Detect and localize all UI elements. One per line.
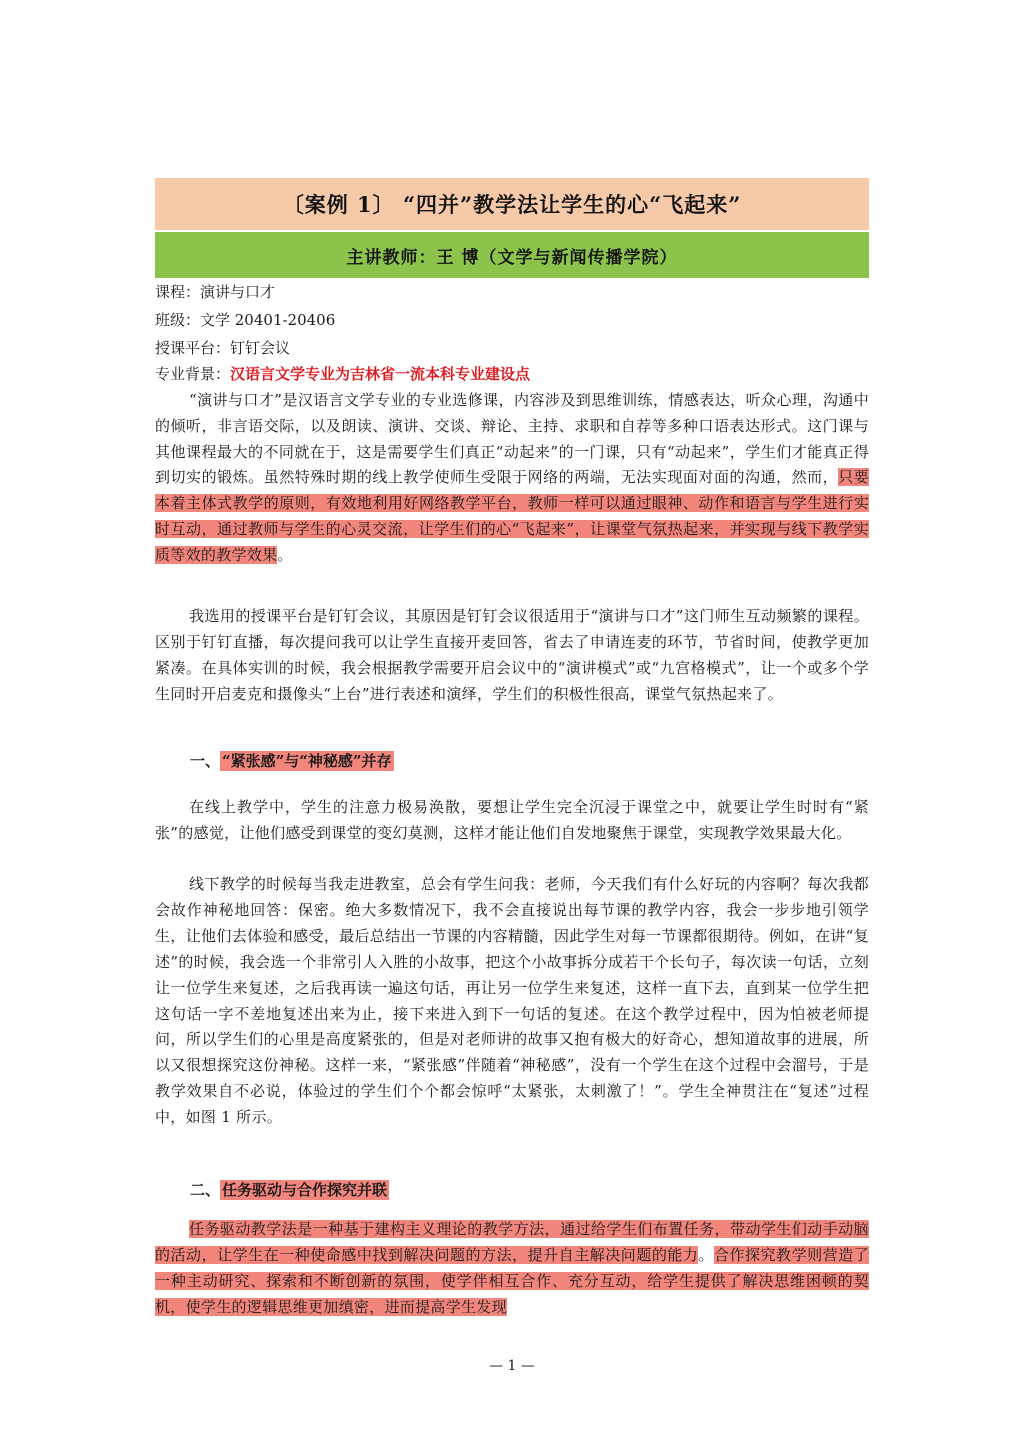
platform-line: 授课平台：钉钉会议: [155, 339, 291, 357]
section-2-paragraph-1: [155, 1216, 869, 1320]
lecturer-line: 主讲教师：王 博（文学与新闻传播学院）: [346, 247, 678, 268]
class-line: 班级：文学 20401-20406: [155, 311, 336, 329]
background-label: 专业背景：: [155, 365, 231, 383]
section-2-heading: [190, 1179, 389, 1201]
section-1-heading: [190, 750, 394, 772]
section-1-paragraph-2: 线下教学的时候每当我走进教室，总会有学生问我：老师，今天我们有什么好玩的内容啊？每次我都会故作神秘地回答：保密。绝大多数情况下，我不会直接说出每节课的教学内容，我会一步步地引领学生，让他们去体验和感受，最后总结出一节课的内容精髓，因此学生对每一节课都很期待。例如，在讲“复述”的时候，我会选一个非常引人入胜的小故事，把这个小故事拆分成若干个长句子，每次读一句话，立刻让一位学生来复述，之后我再读一遍这句话，再让另一位学生来复述，这样一直下去，直到某一位学生把这句话一字不差地复述出来为止，接下来进入到下一句话的复述。在这个教学过程中，因为怕被老师提问，所以学生们的心里是高度紧张的，但是对老师讲的故事又抱有极大的好奇心，想知道故事的进展，所以又很想探究这份神秘。这样一来，“紧张感”伴随着“神秘感”，没有一个学生在这个过程中会溜号，于是教学效果自不必说，体验过的学生们个个都会惊呼“太紧张，太刺激了！”。学生全神贯注在“复述”过程中，如图 1 所示。: [155, 875, 869, 1127]
intro-paragraph-1: [155, 388, 869, 569]
section-2-paragraph-1-mid: 。: [698, 1246, 714, 1264]
background-line: [155, 364, 530, 384]
course-line: 课程：演讲与口才: [155, 283, 276, 301]
section-2-paragraph-1-highlight-a: 任务驱动教学法是一种基于建构主义理论的教学方法，通过给学生们布置任务，带动学生们动手动脑的活动，让学生在一种使命感中找到解决问题的方法，提升自主解决问题的能力: [155, 1220, 869, 1264]
title-banner: [155, 178, 869, 230]
page-number: — 1 —: [489, 1358, 535, 1374]
section-2-title: 任务驱动与合作探究并联: [222, 1181, 388, 1199]
intro-paragraph-1-end: 。: [277, 545, 293, 564]
intro-paragraph-1-highlight: 只要本着主体式教学的原则，有效地利用好网络教学平台，教师一样可以通过眼神、动作和语言与学生进行实时互动，通过教师与学生的心灵交流，让学生们的心“飞起来”，让课堂气氛热起来，并实现与线下教学实质等效的教学效果: [155, 468, 869, 564]
section-2-paragraph-1-highlight-b: 合作探究教学则营造了一种主动研究、探索和不断创新的氛围，使学伴相互合作、充分互动，给学生提供了解决思维困顿的契机，使学生的逻辑思维更加缜密，进而提高学生发现: [155, 1246, 869, 1316]
section-1-paragraph-1: 在线上教学中，学生的注意力极易涣散，要想让学生完全沉浸于课堂之中，就要让学生时时有“紧张”的感觉，让他们感受到课堂的变幻莫测，这样才能让他们自发地聚焦于课堂，实现教学效果最大化。: [155, 798, 869, 842]
section-1-number: 一、: [190, 752, 221, 770]
page-title: 〔案例 1〕 “四并”教学法让学生的心“飞起来”: [282, 192, 742, 217]
background-value: 汉语言文学专业为吉林省一流本科专业建设点: [230, 365, 531, 383]
intro-paragraph-2: 我选用的授课平台是钉钉会议，其原因是钉钉会议很适用于“演讲与口才”这门师生互动频繁的课程。区别于钉钉直播，每次提问我可以让学生直接开麦回答，省去了申请连麦的环节，节省时间，使教学更加紧凑。在具体实训的时候，我会根据教学需要开启会议中的“演讲模式”或“九宫格模式”，让一个或多个学生同时开启麦克和摄像头“上台”进行表述和演绎，学生们的积极性很高，课堂气氛热起来了。: [155, 607, 869, 703]
section-1-title: “紧张感”与“神秘感”并存: [222, 752, 392, 770]
subtitle-banner: [155, 232, 869, 278]
intro-paragraph-1-text: “演讲与口才”是汉语言文学专业的专业选修课，内容涉及到思维训练，情感表达，听众心理，沟通中的倾听，非言语交际，以及朗读、演讲、交谈、辩论、主持、求职和自荐等多种口语表达形式。这门课与其他课程最大的不同就在于，这是需要学生们真正“动起来”的一门课，只有“动起来”，学生们才能真正得到切实的锻炼。虽然特殊时期的线上教学使师生受限于网络的两端，无法实现面对面的沟通，然而，: [155, 391, 869, 487]
section-2-number: 二、: [190, 1181, 221, 1199]
